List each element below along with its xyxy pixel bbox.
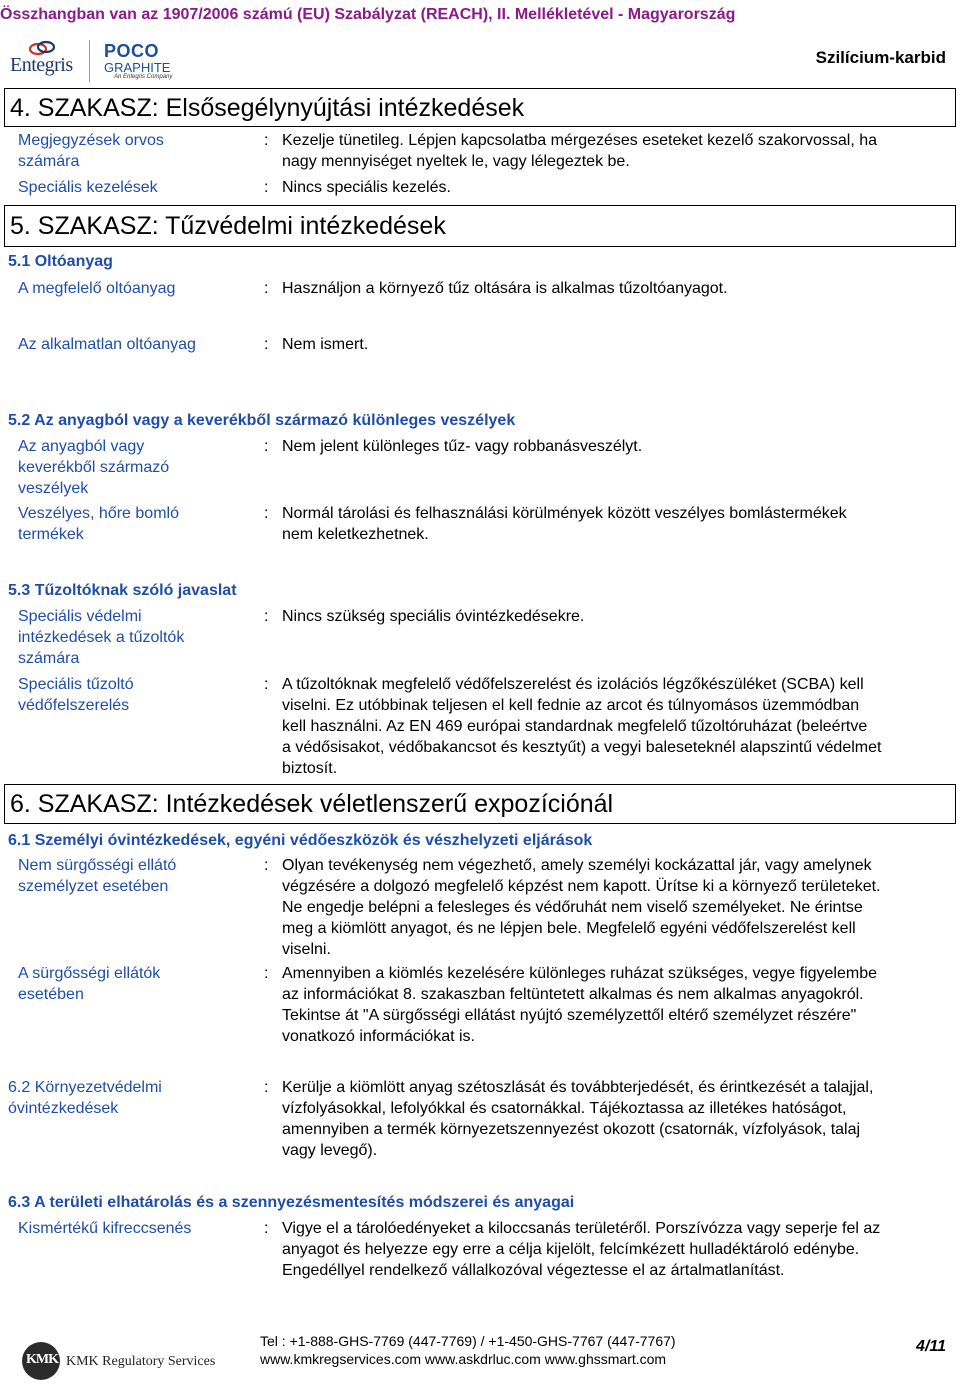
poco-tagline: An Entegris Company bbox=[114, 74, 173, 80]
label-line: Az alkalmatlan oltóanyag bbox=[18, 336, 196, 353]
kmk-emblem-letters: KMK bbox=[26, 1352, 58, 1367]
value-line: Nem ismert. bbox=[282, 336, 369, 353]
label-line: Speciális védelmi bbox=[18, 608, 142, 625]
value-line: Olyan tevékenység nem végezhető, amely személyi kockázattal jár, vagy amelynek bbox=[282, 857, 872, 874]
product-name: Szilícium-karbid bbox=[815, 48, 946, 67]
section-title: 4. SZAKASZ: Elsősegélynyújtási intézkedések bbox=[10, 94, 525, 122]
section-6-title-box bbox=[4, 784, 956, 824]
value-line: Vigye el a tárolóedényeket a kiloccsanás területéről. Porszívózza vagy seperje fel az bbox=[282, 1220, 881, 1237]
value-line: amennyiben a termék környezetszennyezést okozott (csatornák, vízfolyások, talaj bbox=[282, 1121, 861, 1138]
field-value bbox=[282, 177, 952, 198]
value-line: Használjon a környező tűz oltására is alkalmas tűzoltóanyagot. bbox=[282, 280, 728, 297]
value-line: nem keletkezhetnek. bbox=[282, 526, 429, 543]
value-line: Nincs speciális kezelés. bbox=[282, 179, 451, 196]
value-line: A tűzoltóknak megfelelő védőfelszerelést és izolációs légzőkészüléket (SCBA) kell bbox=[282, 676, 864, 693]
value-line: Engedéllyel rendelkező vállalkozóval végeztesse el az ártalmatlanítást. bbox=[282, 1262, 785, 1279]
section-5-title-box bbox=[4, 205, 956, 247]
subsection-heading: 5.3 Tűzoltóknak szóló javaslat bbox=[8, 582, 237, 599]
colon-separator: : bbox=[264, 676, 269, 693]
field-label bbox=[18, 334, 196, 355]
colon-separator: : bbox=[264, 438, 269, 455]
value-line: Kezelje tünetileg. Lépjen kapcsolatba mérgezéses eseteket kezelő szakorvossal, ha bbox=[282, 132, 878, 149]
label-line: Nem sürgősségi ellátó bbox=[18, 857, 177, 874]
entegris-wordmark: Entegris bbox=[10, 54, 73, 76]
value-line: kell használni. Az EN 469 európai standardnak megfelelő tűzoltóruházat (beleértve bbox=[282, 718, 868, 735]
field-label bbox=[18, 130, 164, 172]
field-value bbox=[282, 963, 952, 1047]
colon-separator: : bbox=[264, 280, 269, 297]
label-line: esetében bbox=[18, 986, 84, 1003]
value-line: a védősisakot, védőbakancsot és kesztyűt) a vegyi baleseteknél alapszintű védelmet bbox=[282, 739, 882, 756]
poco-graphite-logo bbox=[100, 40, 200, 84]
label-line: termékek bbox=[18, 526, 84, 543]
regulation-title: Összhangban van az 1907/2006 számú (EU) Szabályzat (REACH), II. Mellékletével - Magyarország bbox=[0, 6, 736, 23]
field-label bbox=[18, 855, 176, 897]
value-line: vonatkozó információkat is. bbox=[282, 1028, 475, 1045]
colon-separator: : bbox=[264, 1220, 269, 1237]
field-value bbox=[282, 334, 952, 355]
subsection-heading: 6.1 Személyi óvintézkedések, egyéni védőeszközök és vészhelyzeti eljárások bbox=[8, 832, 593, 849]
field-label bbox=[18, 674, 134, 716]
page-number: 4/11 bbox=[916, 1338, 946, 1355]
value-line: vagy levegő). bbox=[282, 1142, 378, 1159]
field-label bbox=[18, 177, 158, 198]
label-line: keverékből származó bbox=[18, 459, 170, 476]
value-line: Kerülje a kiömlött anyag szétoszlását és továbbterjedését, és érintkezését a talajjal, bbox=[282, 1079, 874, 1096]
value-line: Ne engedje belépni a felesleges és védőruhát nem viselő személyeket. Ne érintse bbox=[282, 899, 863, 916]
label-line: Speciális tűzoltó bbox=[18, 676, 134, 693]
colon-separator: : bbox=[264, 179, 269, 196]
colon-separator: : bbox=[264, 336, 269, 353]
kmk-logo bbox=[22, 1342, 222, 1382]
label-line: Kismértékű kifreccsenés bbox=[18, 1220, 192, 1237]
value-line: viselni. bbox=[282, 941, 331, 958]
label-line: számára bbox=[18, 650, 80, 667]
value-line: Nincs szükség speciális óvintézkedésekre. bbox=[282, 608, 585, 625]
value-line: nagy mennyiséget nyeltek le, vagy lélegeztek be. bbox=[282, 153, 630, 170]
colon-separator: : bbox=[264, 132, 269, 149]
field-value bbox=[282, 855, 952, 960]
label-line: A sürgősségi ellátók bbox=[18, 965, 161, 982]
footer-websites: www.kmkregservices.com www.askdrluc.com www.ghssmart.com bbox=[260, 1351, 667, 1367]
colon-separator: : bbox=[264, 965, 269, 982]
field-value bbox=[282, 1218, 952, 1281]
value-line: biztosít. bbox=[282, 760, 338, 777]
subsection-heading: 5.2 Az anyagból vagy a keverékből származó különleges veszélyek bbox=[8, 412, 516, 429]
field-label bbox=[18, 1218, 191, 1239]
entegris-logo bbox=[10, 40, 76, 82]
label-line: óvintézkedések bbox=[8, 1100, 119, 1117]
section-4-title-box bbox=[4, 88, 956, 127]
field-label bbox=[18, 436, 169, 499]
field-value bbox=[282, 606, 952, 627]
value-line: Tekintse át "A sürgősségi ellátást nyújtó személyzettől eltérő személyzet részére" bbox=[282, 1007, 857, 1024]
field-value bbox=[282, 130, 952, 172]
label-line: Veszélyes, hőre bomló bbox=[18, 505, 179, 522]
value-line: Amennyiben a kiömlés kezelésére különleges ruházat szükséges, vegye figyelembe bbox=[282, 965, 877, 982]
field-value bbox=[282, 278, 952, 299]
label-line: veszélyek bbox=[18, 480, 89, 497]
label-line: számára bbox=[18, 153, 80, 170]
value-line: végzésére a dolgozó megfelelő képzést nem kapott. Ürítse ki a környező területeket. bbox=[282, 878, 881, 895]
label-line: 6.2 Környezetvédelmi bbox=[8, 1079, 162, 1096]
value-line: az információkat 8. szakaszban feltüntetett alkalmas és nem alkalmas anyagokról. bbox=[282, 986, 864, 1003]
colon-separator: : bbox=[264, 505, 269, 522]
label-line: intézkedések a tűzoltók bbox=[18, 629, 185, 646]
label-line: védőfelszerelés bbox=[18, 697, 130, 714]
section-title: 5. SZAKASZ: Tűzvédelmi intézkedések bbox=[10, 212, 446, 240]
colon-separator: : bbox=[264, 1079, 269, 1096]
kmk-company-name: KMK Regulatory Services bbox=[66, 1354, 216, 1369]
poco-wordmark: POCO bbox=[104, 41, 160, 61]
colon-separator: : bbox=[264, 608, 269, 625]
field-value bbox=[282, 1077, 952, 1161]
value-line: Normál tárolási és felhasználási körülmények között veszélyes bomlástermékek bbox=[282, 505, 847, 522]
label-line: A megfelelő oltóanyag bbox=[18, 280, 176, 297]
field-value bbox=[282, 436, 952, 457]
field-label bbox=[18, 503, 179, 545]
value-line: vízfolyásokkal, lefolyókkal és csatornákkal. Tájékoztassa az illetékes hatóságot, bbox=[282, 1100, 847, 1117]
logo-divider bbox=[89, 40, 90, 82]
field-value bbox=[282, 503, 952, 545]
label-line: személyzet esetében bbox=[18, 878, 169, 895]
value-line: Nem jelent különleges tűz- vagy robbanásveszélyt. bbox=[282, 438, 643, 455]
field-label bbox=[18, 963, 160, 1005]
graphite-wordmark: GRAPHITE bbox=[104, 60, 171, 75]
kmk-emblem-icon bbox=[22, 1342, 60, 1380]
section-title: 6. SZAKASZ: Intézkedések véletlenszerű expozíciónál bbox=[10, 790, 614, 818]
label-line: Megjegyzések orvos bbox=[18, 132, 164, 149]
colon-separator: : bbox=[264, 857, 269, 874]
value-line: viselni. Ez utóbbinak teljesen el kell fednie az arcot és túlnyomásos üzemmódban bbox=[282, 697, 860, 714]
field-label bbox=[18, 606, 184, 669]
label-line: Az anyagból vagy bbox=[18, 438, 145, 455]
field-value bbox=[282, 674, 952, 779]
label-line: Speciális kezelések bbox=[18, 179, 158, 196]
subsection-heading: 6.3 A területi elhatárolás és a szennyezésmentesítés módszerei és anyagai bbox=[8, 1194, 575, 1211]
subsection-label bbox=[8, 1077, 162, 1119]
value-line: anyagot és helyezze egy erre a célja kijelölt, felcímkézett hulladéktároló edénybe. bbox=[282, 1241, 860, 1258]
subsection-heading: 5.1 Oltóanyag bbox=[8, 253, 113, 270]
footer-phone: Tel : +1-888-GHS-7769 (447-7769) / +1-450-GHS-7767 (447-7767) bbox=[260, 1333, 676, 1349]
field-label bbox=[18, 278, 175, 299]
value-line: meg a kiömlött anyagot, és ne lépjen bele. Megfelelő egyéni védőfelszerelést kell bbox=[282, 920, 856, 937]
